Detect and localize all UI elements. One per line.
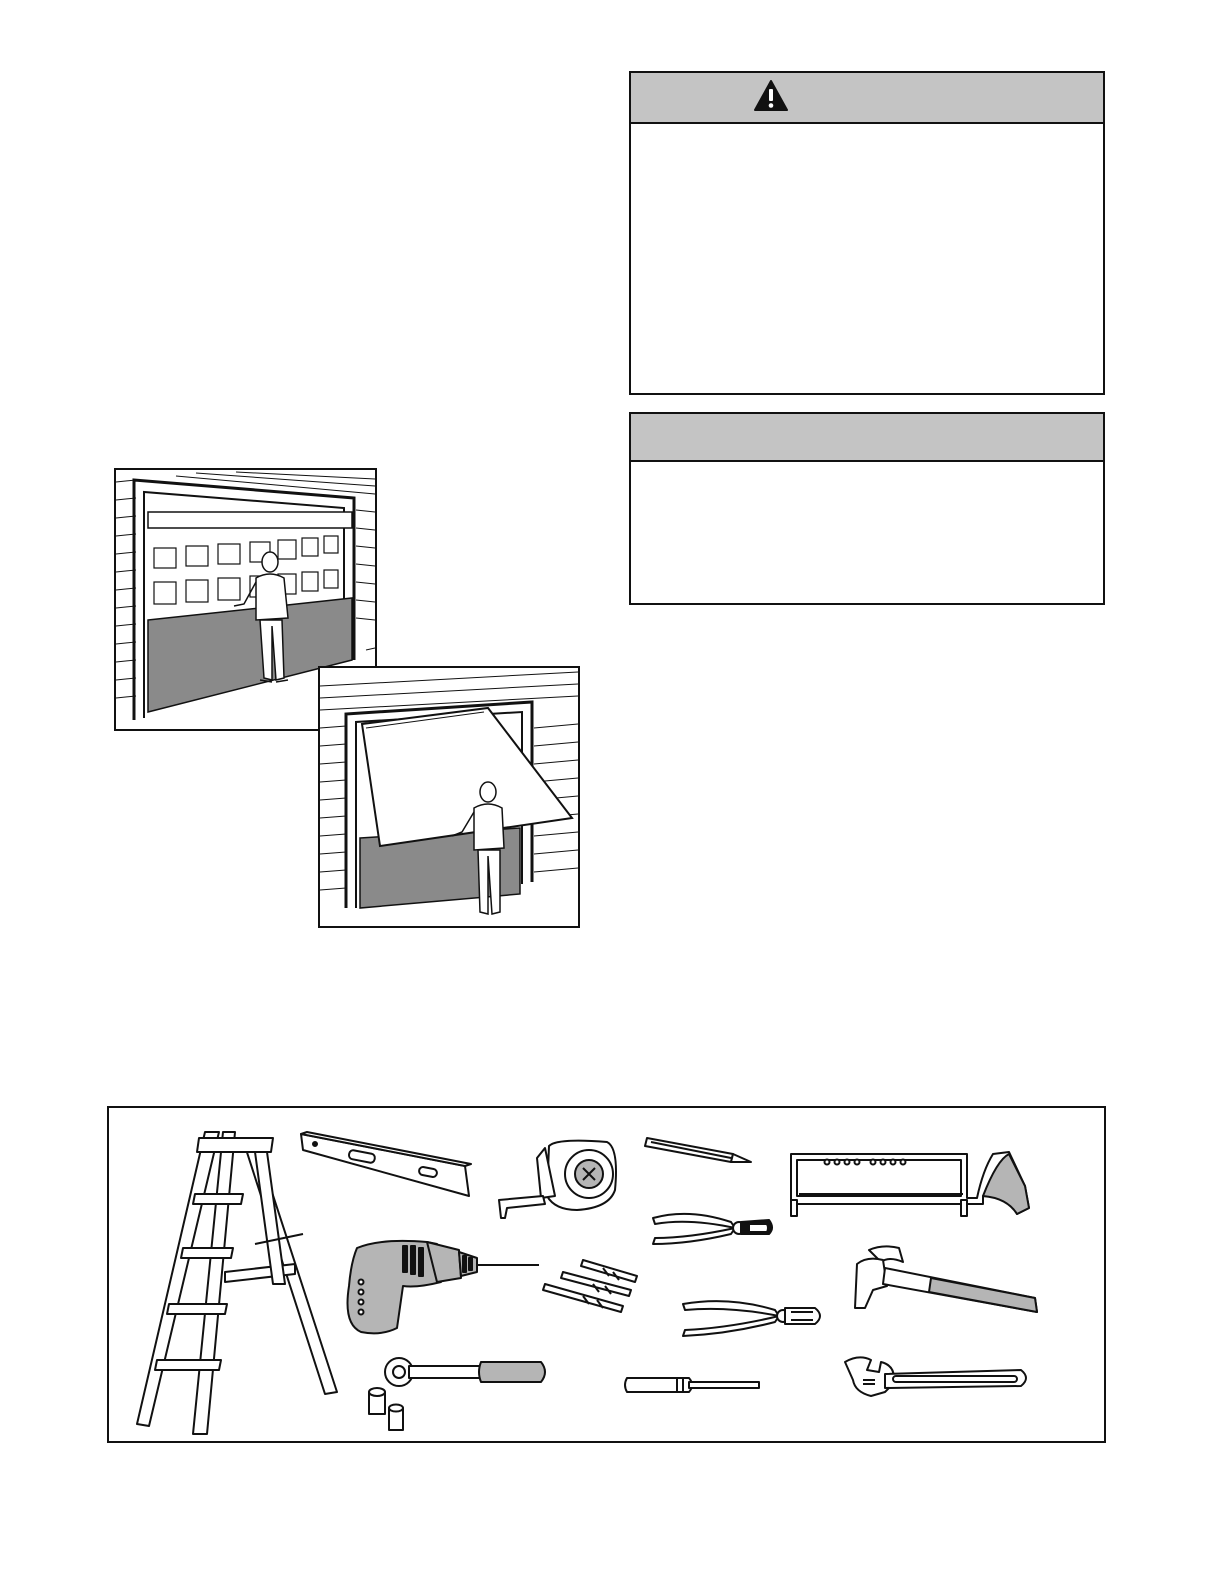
wire-cutters-icon [649,1206,779,1252]
tape-measure-icon [497,1138,619,1220]
level-icon [299,1130,474,1200]
pencil-icon [643,1134,755,1166]
warning-triangle-icon [753,79,789,113]
pliers-icon [679,1294,825,1340]
warning-panel-header [631,73,1103,124]
tools-panel [107,1106,1106,1443]
hammer-icon [849,1242,1043,1316]
drill-bits-icon [543,1256,639,1314]
screwdriver-icon [623,1374,765,1396]
sockets-icon [365,1384,415,1444]
caution-panel [629,412,1105,605]
warning-panel [629,71,1105,395]
hacksaw-icon [787,1146,1037,1220]
one-piece-door-illustration [318,666,580,928]
power-drill-icon [341,1236,541,1336]
caution-panel-header [631,414,1103,462]
adjustable-wrench-icon [841,1352,1031,1404]
